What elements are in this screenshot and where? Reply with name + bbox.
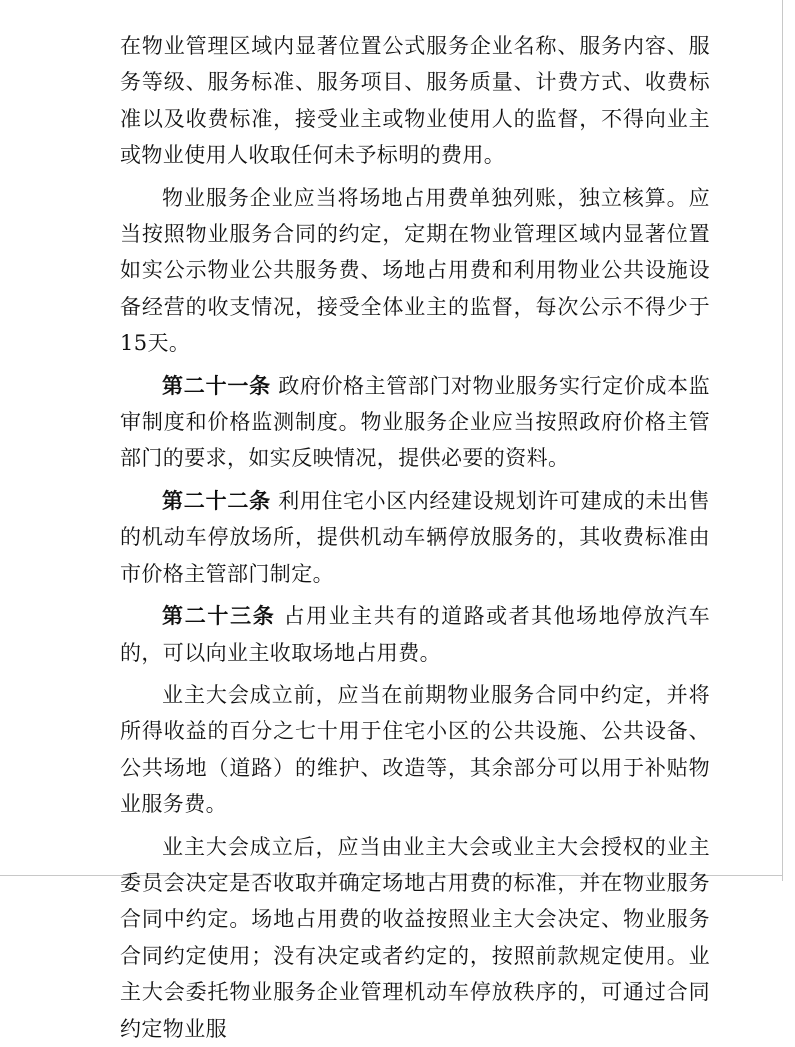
- page-edge-right: [782, 0, 783, 881]
- paragraph-text: 在物业管理区域内显著位置公式服务企业名称、服务内容、服务等级、服务标准、服务项目、服务质量、计费方式、收费标准以及收费标准，接受业主或物业使用人的监督，不得向业主或物业使用人收取任何未予标明的费用。: [120, 34, 710, 168]
- document-body: [120, 28, 710, 1047]
- article-text: 占用业主共有的道路或者其他场地停放汽车的，可以向业主收取场地占用费。: [120, 604, 710, 665]
- paragraph-text: 业主大会成立后，应当由业主大会或业主大会授权的业主委员会决定是否收取并确定场地占用费的标准，并在物业服务合同中约定。场地占用费的收益按照业主大会决定、物业服务合同约定使用；没有决定或者约定的，按照前款规定使用。业主大会委托物业服务企业管理机动车停放秩序的，可通过合同约定物业服: [120, 834, 710, 1041]
- article-23: [120, 598, 710, 671]
- paragraph-text: 业主大会成立前，应当在前期物业服务合同中约定，并将所得收益的百分之七十用于住宅小区的公共设施、公共设备、公共场地（道路）的维护、改造等，其余部分可以用于补贴物业服务费。: [120, 682, 710, 817]
- paragraph-before-owners-assembly: [120, 677, 710, 823]
- paragraph-fee-accounting: [120, 180, 710, 362]
- article-text: 利用住宅小区内经建设规划许可建成的未出售的机动车停放场所，提供机动车辆停放服务的，其收费标准由市价格主管部门制定。: [120, 488, 711, 586]
- article-text: 政府价格主管部门对物业服务实行定价成本监审制度和价格监测制度。物业服务企业应当按照政府价格主管部门的要求，如实反映情况，提供必要的资料。: [120, 373, 711, 471]
- article-21: [120, 368, 710, 477]
- paragraph-after-owners-assembly: [120, 829, 710, 1047]
- article-number: 第二十一条: [162, 373, 271, 398]
- article-number: 第二十三条: [162, 604, 276, 629]
- paragraph-text: 物业服务企业应当将场地占用费单独列账，独立核算。应当按照物业服务合同的约定，定期在物业管理区域内显著位置如实公示物业公共服务费、场地占用费和利用物业公共设施设备经营的收支情况，接受全体业主的监督，每次公示不得少于15天。: [120, 185, 710, 356]
- paragraph-continued-disclosure: [120, 28, 710, 174]
- article-number: 第二十二条: [162, 488, 271, 513]
- article-22: [120, 483, 710, 592]
